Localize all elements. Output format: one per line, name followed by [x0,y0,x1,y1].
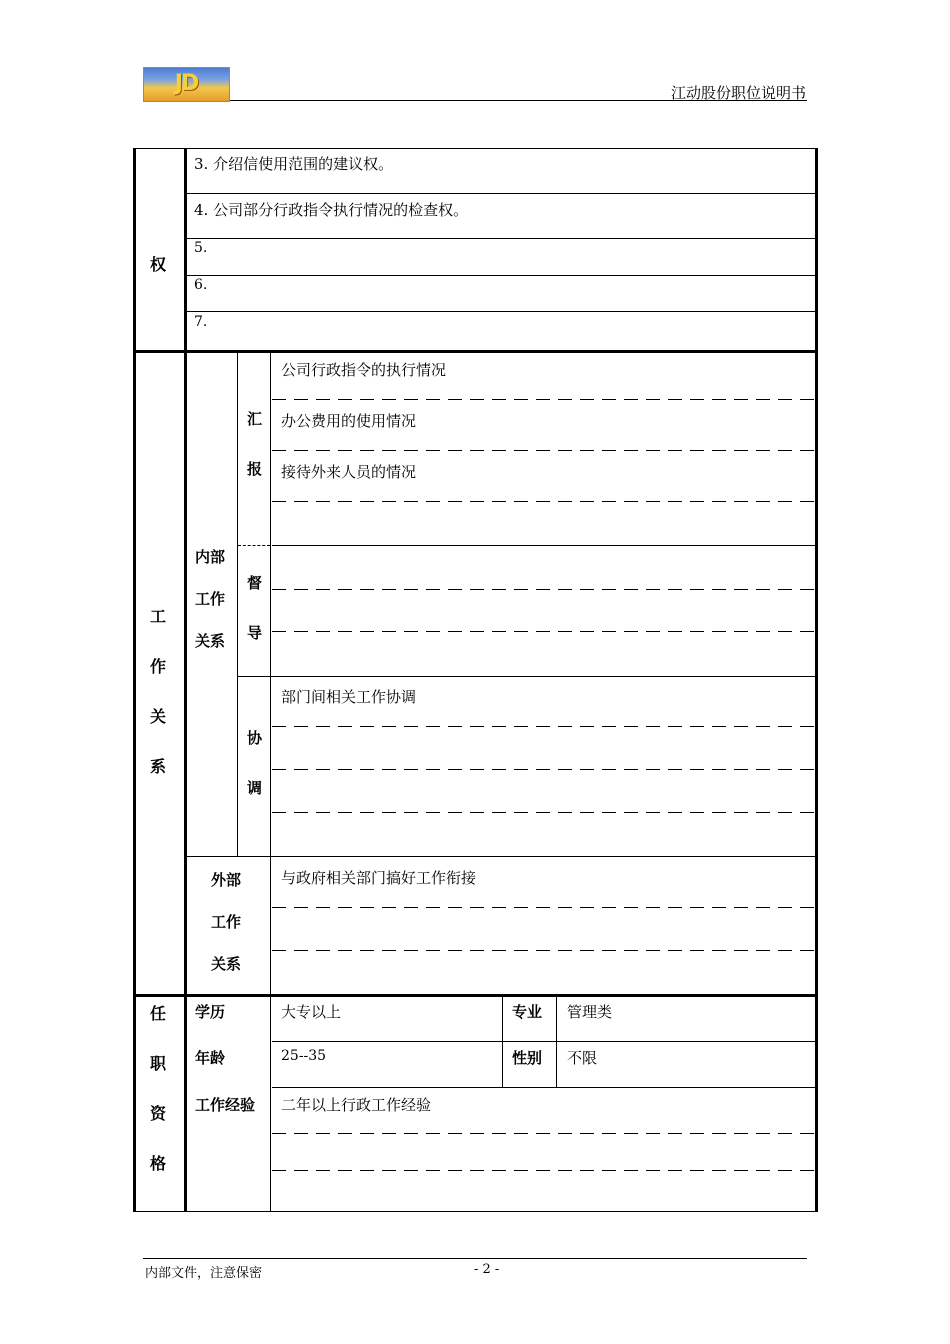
logo-mark: JD [174,71,198,96]
education-value: 大专以上 [281,1003,342,1021]
supervise-label-char: 督 [247,574,263,592]
education-label: 学历 [195,1003,226,1021]
row-line [272,545,815,546]
table-bottom-border [134,1211,817,1212]
authority-item: 4. 公司部分行政指令执行情况的检查权。 [194,201,469,219]
qual-column-border [556,996,557,1088]
authority-item: 3. 介绍信使用范围的建议权。 [194,155,394,173]
report-line: 办公费用的使用情况 [281,412,417,430]
dashed-line [272,1170,814,1171]
experience-line: 二年以上行政工作经验 [281,1096,432,1114]
gender-value: 不限 [567,1049,598,1067]
internal-label-line: 内部 [195,548,226,566]
row-line [272,1087,815,1088]
label-column-border [184,148,187,1212]
dashed-line [272,399,814,400]
coordinate-line: 部门间相关工作协调 [281,688,417,706]
row-line [238,676,815,677]
content-column-border [270,352,271,994]
external-line: 与政府相关部门搞好工作衔接 [281,869,477,887]
dashed-line [272,769,814,770]
qual-column-border [502,996,503,1088]
dashed-line [272,631,814,632]
dashed-line [272,812,814,813]
row-line [186,238,815,239]
authority-item: 7. [194,314,208,330]
row-line [272,1041,815,1042]
coordinate-label-char: 调 [247,779,263,797]
internal-label-line: 工作 [195,590,226,608]
table-right-border [815,148,818,1212]
document-title: 江动股份职位说明书 [670,84,806,102]
internal-label-border [237,352,238,856]
row-line [186,311,815,312]
authority-item: 5. [194,240,208,256]
report-label-char: 汇 [247,410,263,428]
major-label: 专业 [512,1003,543,1021]
row-line [186,856,815,857]
row-line [186,275,815,276]
gender-label: 性别 [512,1049,543,1067]
table-left-border [133,148,136,1212]
qual-column-border [270,996,271,1211]
qualifications-label-char: 资 [150,1104,167,1123]
section-divider-2 [134,994,817,997]
report-line: 接待外来人员的情况 [281,463,417,481]
external-label-line: 关系 [211,955,242,973]
work-relations-label-char: 工 [150,607,167,626]
footer-rule [143,1258,807,1259]
dashed-line [272,726,814,727]
external-label-line: 外部 [211,871,242,889]
table-top-border [134,148,817,149]
dashed-line [272,907,814,908]
age-label: 年龄 [195,1049,226,1067]
supervise-label-char: 导 [247,624,263,642]
dashed-line [272,1133,814,1134]
experience-label: 工作经验 [195,1096,256,1114]
work-relations-label-char: 作 [150,657,167,676]
report-line: 公司行政指令的执行情况 [281,361,447,379]
dashed-line [238,545,270,546]
coordinate-label-char: 协 [247,729,263,747]
age-value: 25--35 [281,1048,327,1064]
authority-label: 权 [150,255,167,274]
work-relations-label-char: 关 [150,707,167,726]
qualifications-label-char: 格 [150,1154,167,1173]
dashed-line [272,450,814,451]
major-value: 管理类 [567,1003,613,1021]
dashed-line [272,589,814,590]
page-number: - 2 - [474,1262,500,1277]
work-relations-label-char: 系 [150,757,167,776]
qualifications-label-char: 任 [150,1004,167,1023]
row-line [186,193,815,194]
footer-confidential: 内部文件，注意保密 [145,1266,263,1281]
external-label-line: 工作 [211,913,242,931]
dashed-line [272,950,814,951]
report-label-char: 报 [247,460,263,478]
dashed-line [272,501,814,502]
authority-item: 6. [194,277,208,293]
qualifications-label-char: 职 [150,1054,167,1073]
internal-label-line: 关系 [195,632,226,650]
